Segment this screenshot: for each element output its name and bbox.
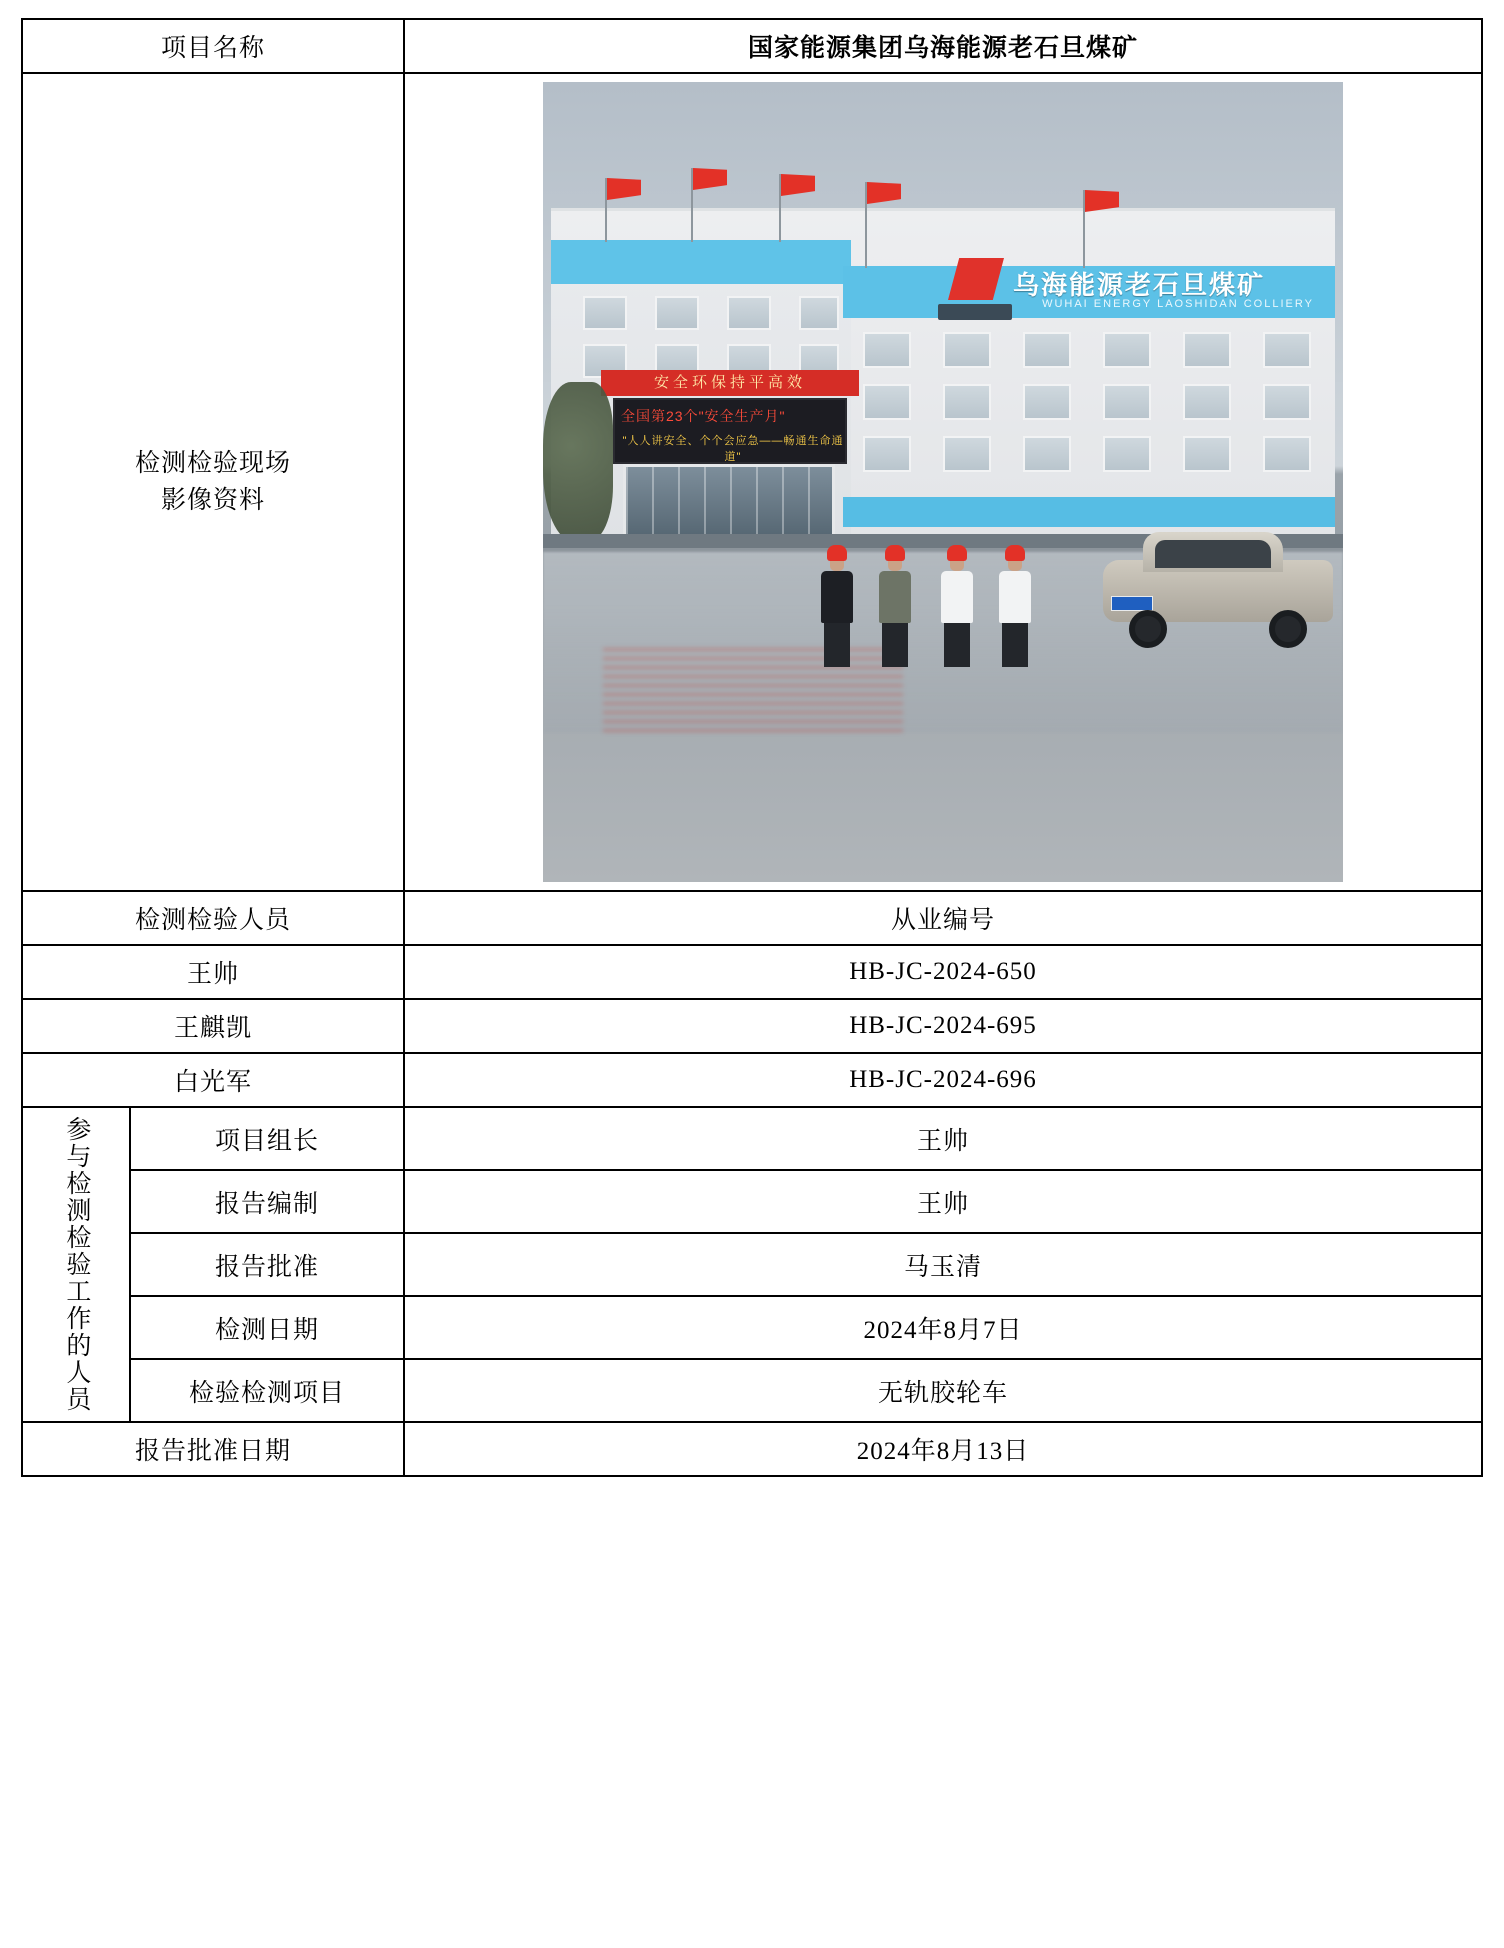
photo-window (1263, 384, 1311, 420)
approval-date-label: 报告批准日期 (22, 1422, 404, 1476)
photo-person-body (999, 571, 1031, 623)
photo-led-screen (613, 398, 847, 464)
photo-person-body (941, 571, 973, 623)
photo-person-body (879, 571, 911, 623)
photo-flag-pole (1083, 190, 1085, 268)
photo-flag-pole (865, 182, 867, 268)
photo-window (1183, 436, 1231, 472)
photo-person-face (830, 561, 844, 571)
photo-person-helmet (947, 545, 967, 561)
table-row-inspector (22, 999, 1482, 1053)
participant-role-value: 2024年8月7日 (404, 1296, 1482, 1359)
participant-role-label: 报告编制 (130, 1170, 404, 1233)
participants-group-label: 参与检测检验工作的人员 (62, 1116, 90, 1413)
photo-person-face (950, 561, 964, 571)
photo-window (655, 296, 699, 330)
photo-person (941, 545, 973, 667)
photo-window (1183, 384, 1231, 420)
photo-person-legs (944, 623, 970, 667)
photo-window (863, 332, 911, 368)
approval-date-value: 2024年8月13日 (404, 1422, 1482, 1476)
table-row-inspector (22, 1053, 1482, 1107)
photo-flag-pole (605, 178, 607, 242)
inspector-name: 王帅 (22, 945, 404, 999)
photo-red-banner: 安全环保持平高效 (601, 370, 859, 396)
photo-person-legs (882, 623, 908, 667)
photo-car-wheel (1129, 610, 1167, 648)
photo-led-line1: 全国第23个"安全生产月" (621, 408, 786, 424)
table-row-participant (22, 1296, 1482, 1359)
site-photo-label-line2: 影像资料 (160, 487, 265, 514)
photo-person-legs (824, 623, 850, 667)
inspector-header-label: 检测检验人员 (22, 891, 404, 945)
project-name-value: 国家能源集团乌海能源老石旦煤矿 (404, 19, 1482, 73)
site-photo-label (22, 73, 404, 891)
photo-building-sign-main: 乌海能源老石旦煤矿 (1013, 270, 1266, 300)
table-row-participant (22, 1233, 1482, 1296)
photo-window (943, 436, 991, 472)
photo-window (583, 296, 627, 330)
photo-tree (543, 382, 613, 542)
photo-person-face (1008, 561, 1022, 571)
participant-role-label: 检测日期 (130, 1296, 404, 1359)
photo-person-face (888, 561, 902, 571)
photo-flag-pole (779, 174, 781, 242)
photo-person-helmet (827, 545, 847, 561)
participants-group-label-cell (22, 1107, 130, 1422)
photo-person-helmet (885, 545, 905, 561)
inspector-name: 白光军 (22, 1053, 404, 1107)
project-name-label: 项目名称 (22, 19, 404, 73)
participant-role-label: 报告批准 (130, 1233, 404, 1296)
participant-role-label: 项目组长 (130, 1107, 404, 1170)
inspector-license: HB-JC-2024-650 (404, 945, 1482, 999)
table-row-approval-date (22, 1422, 1482, 1476)
participant-role-value: 马玉清 (404, 1233, 1482, 1296)
photo-person-body (821, 571, 853, 623)
table-row-inspector-header (22, 891, 1482, 945)
photo-window (863, 384, 911, 420)
photo-person-helmet (1005, 545, 1025, 561)
photo-car-window (1155, 540, 1271, 568)
photo-window (727, 296, 771, 330)
photo-car-plate (1111, 596, 1153, 611)
photo-window (943, 384, 991, 420)
photo-window (1023, 384, 1071, 420)
inspector-license: HB-JC-2024-695 (404, 999, 1482, 1053)
photo-window (1103, 384, 1151, 420)
table-row-participant (22, 1170, 1482, 1233)
photo-car-wheel (1269, 610, 1307, 648)
site-photo-image (543, 82, 1343, 882)
table-row-inspector (22, 945, 1482, 999)
photo-person-legs (1002, 623, 1028, 667)
photo-person (999, 545, 1031, 667)
photo-window (1263, 332, 1311, 368)
participant-role-value: 无轨胶轮车 (404, 1359, 1482, 1422)
photo-window (1103, 436, 1151, 472)
table-row-participant (22, 1107, 1482, 1170)
table-row-participant (22, 1359, 1482, 1422)
participant-role-value: 王帅 (404, 1107, 1482, 1170)
photo-led-line2: "人人讲安全、个个会应急——畅通生命通道" (622, 435, 844, 463)
photo-building-sign-sub: WUHAI ENERGY LAOSHIDAN COLLIERY (1042, 298, 1314, 310)
photo-window (863, 436, 911, 472)
photo-flag-pole (691, 168, 693, 242)
photo-window (1023, 436, 1071, 472)
photo-window (943, 332, 991, 368)
site-photo-cell (404, 73, 1482, 891)
photo-banner-reflection (603, 642, 903, 732)
license-header-label: 从业编号 (404, 891, 1482, 945)
photo-person (879, 545, 911, 667)
participant-role-value: 王帅 (404, 1170, 1482, 1233)
site-photo-label-line1: 检测检验现场 (134, 449, 291, 477)
table-row-site-photo (22, 73, 1482, 891)
inspector-license: HB-JC-2024-696 (404, 1053, 1482, 1107)
inspector-name: 王麒凯 (22, 999, 404, 1053)
participant-role-label: 检验检测项目 (130, 1359, 404, 1422)
inspection-report-table (21, 18, 1483, 1477)
table-row-project-name (22, 19, 1482, 73)
photo-window (1103, 332, 1151, 368)
photo-window (1183, 332, 1231, 368)
photo-person (821, 545, 853, 667)
photo-window (1263, 436, 1311, 472)
photo-window (799, 296, 839, 330)
photo-car (1103, 530, 1333, 648)
photo-window (1023, 332, 1071, 368)
